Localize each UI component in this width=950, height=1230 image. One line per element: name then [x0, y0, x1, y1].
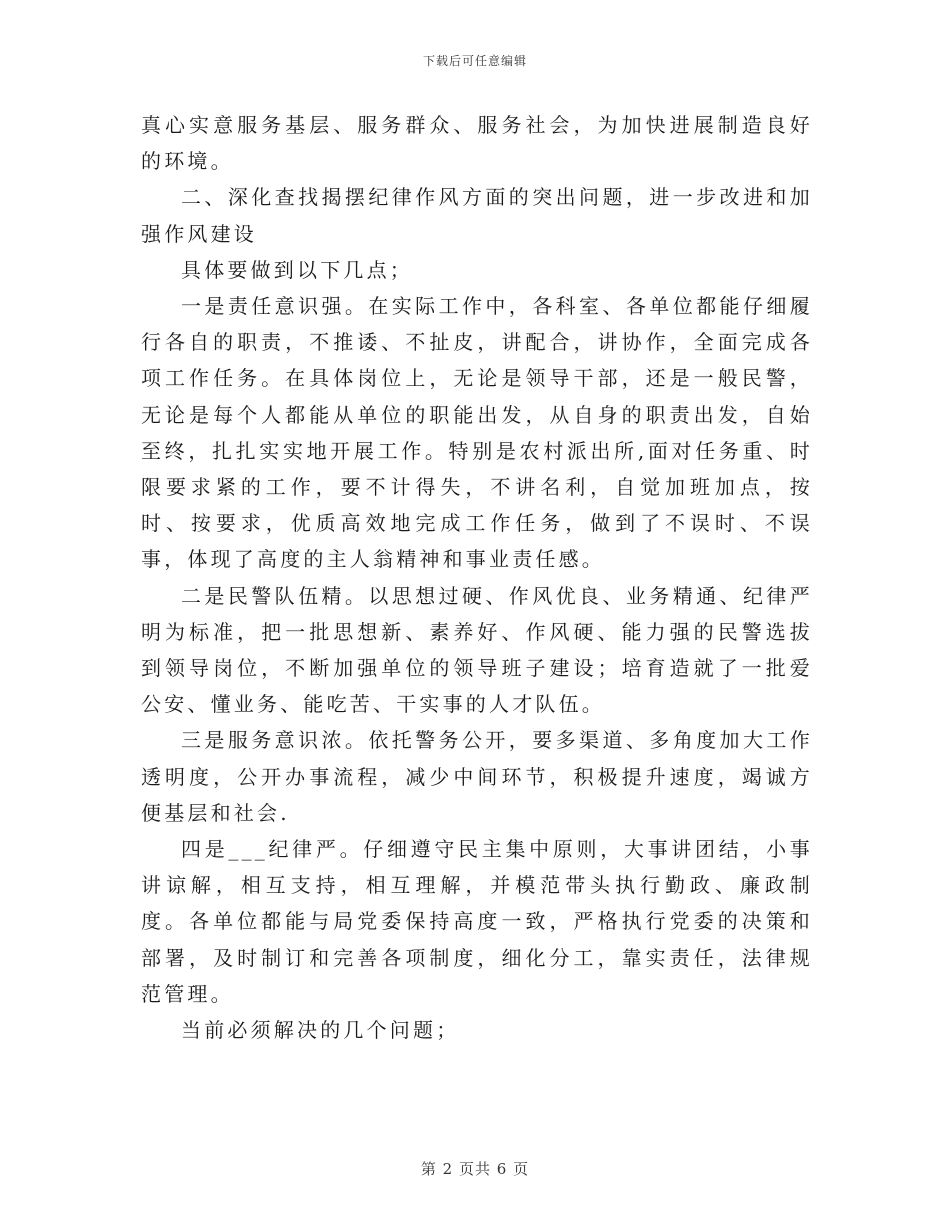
- paragraph-8: 当前必须解决的几个问题；: [181, 1018, 460, 1043]
- page-header-note: 下载后可任意编辑: [422, 54, 527, 68]
- body-text: [141, 107, 813, 1048]
- paragraph-7: 四是___纪律严。仔细遵守民主集中原则，大事讲团结，小事讲谅解，相互支持，相互理解，并模范带头执行勤政、廉政制度。各单位都能与局党委保持高度一致，严格执行党委的决策和部署，及时制订和完善各项制度，细化分工，靠实责任，法律规范管理。: [141, 837, 813, 1006]
- paragraph-2: 二、深化查找揭摆纪律作风方面的突出问题，进一步改进和加强作风建设: [141, 185, 813, 246]
- paragraph-5: 二是民警队伍精。以思想过硬、作风优良、业务精通、纪律严明为标准，把一批思想新、素养好、作风硬、能力强的民警选拔到领导岗位，不断加强单位的领导班子建设；培育造就了一批爱公安、懂业务、能吃苦、干实事的人才队伍。: [141, 583, 813, 717]
- paragraph-1: 真心实意服务基层、服务群众、服务社会，为加快进展制造良好的环境。: [141, 113, 813, 174]
- paragraph-3: 具体要做到以下几点；: [181, 257, 413, 282]
- paragraph-4: 一是责任意识强。在实际工作中，各科室、各单位都能仔细履行各自的职责，不推诿、不扯皮，讲配合，讲协作，全面完成各项工作任务。在具体岗位上，无论是领导干部，还是一般民警，无论是每个人都能从单位的职能出发，从自身的职责出发，自始至终，扎扎实实地开展工作。特别是农村派出所,面对任务重、时限要求紧的工作，要不计得失，不讲名利，自觉加班加点，按时、按要求，优质高效地完成工作任务，做到了不误时、不误事，体现了高度的主人翁精神和事业责任感。: [141, 294, 813, 572]
- paragraph-6: 三是服务意识浓。依托警务公开，要多渠道、多角度加大工作透明度，公开办事流程，减少中间环节，积极提升速度，竭诚方便基层和社会.: [141, 728, 813, 825]
- page-number-footer: 第 2 页共 6 页: [420, 1160, 530, 1178]
